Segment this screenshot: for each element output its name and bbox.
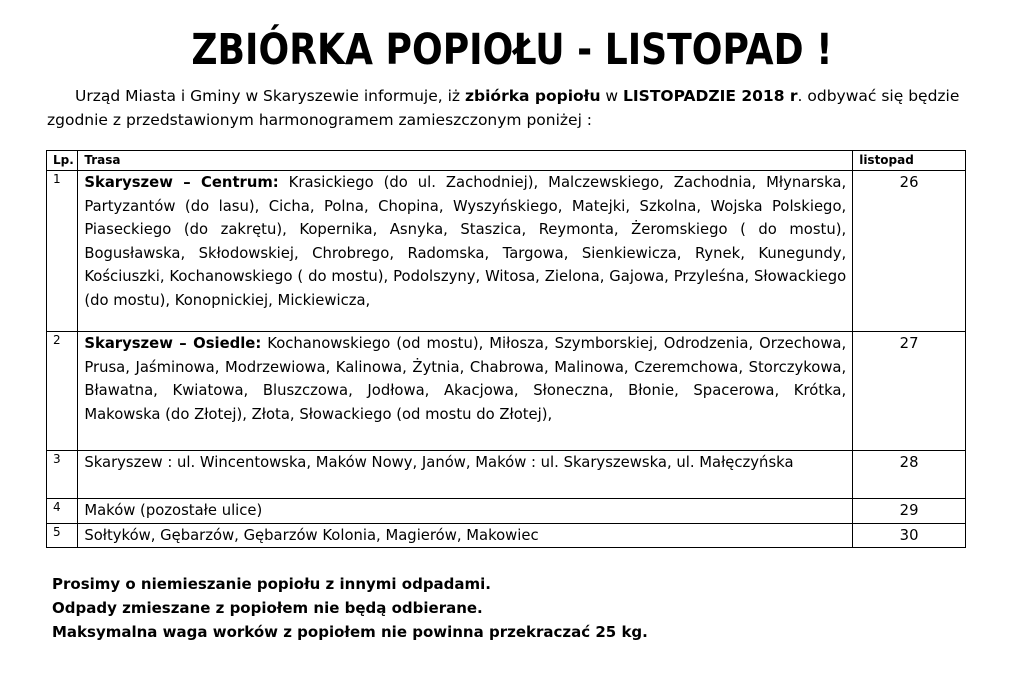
- route-streets: Kochanowskiego (od mostu), Miłosza, Szymborskiej, Odrodzenia, Orzechowa, Prusa, Jaśminowa, Modrzewiowa, Kalinowa, Żytnia, Chabrowa, Malinowa, Czeremchowa, Storczykowa, Bławatna, Kwiatowa, Bluszczowa, Jodłowa, Akacjowa, Słoneczna, Błonie, Spacerowa, Krótka, Makowska (do Złotej), Złota, Słowackiego (od mostu do Złotej),: [84, 335, 847, 423]
- note-line: Maksymalna waga worków z popiołem nie powinna przekraczać 25 kg.: [52, 623, 648, 641]
- collection-day: 26: [853, 171, 966, 332]
- intro-text-2: w: [600, 87, 624, 105]
- header-lp: Lp.: [47, 151, 78, 171]
- schedule-table: [46, 150, 966, 548]
- header-route: Trasa: [78, 151, 853, 171]
- collection-day: 28: [853, 451, 966, 499]
- route-area: Skaryszew – Osiedle:: [84, 335, 262, 352]
- note-line: Prosimy o niemieszanie popiołu z innymi odpadami.: [52, 575, 492, 593]
- intro-text-3: . odbywać się będzie zgodnie z przedstawionym harmonogramem zamieszczonym poniżej :: [47, 87, 960, 129]
- collection-day: 29: [853, 499, 966, 524]
- page-title: ZBIÓRKA POPIOŁU - LISTOPAD !: [191, 25, 833, 75]
- table-row: [47, 523, 966, 548]
- table-row: [47, 451, 966, 499]
- row-number: 5: [47, 523, 78, 548]
- route-streets: Maków (pozostałe ulice): [84, 502, 263, 519]
- route-streets: Sołtyków, Gębarzów, Gębarzów Kolonia, Magierów, Makowiec: [84, 526, 539, 544]
- table-row: [47, 332, 966, 451]
- intro-paragraph: [47, 84, 977, 132]
- note-line: Odpady zmieszane z popiołem nie będą odbierane.: [52, 599, 483, 617]
- intro-text-1: Urząd Miasta i Gminy w Skaryszewie informuje, iż: [75, 87, 465, 105]
- route-cell: [78, 451, 853, 499]
- route-cell: [78, 499, 853, 524]
- row-number: 2: [47, 332, 78, 451]
- route-cell: [78, 332, 853, 451]
- collection-day: 27: [853, 332, 966, 451]
- notes-section: [52, 572, 648, 644]
- row-number: 3: [47, 451, 78, 499]
- route-streets: Krasickiego (do ul. Zachodniej), Malczewskiego, Zachodnia, Młynarska, Partyzantów (do lasu), Cicha, Polna, Chopina, Wyszyńskiego, Matejki, Szkolna, Wojska Polskiego, Piaseckiego (do zakrętu), Kopernika, Asnyka, Staszica, Reymonta, Żeromskiego ( do mostu), Bogusławska, Skłodowskiej, Chrobrego, Radomska, Targowa, Sienkiewicza, Rynek, Kunegundy, Kościuszki, Kochanowskiego ( do mostu), Podolszyny, Witosa, Zielona, Gajowa, Przyleśna, Słowackiego (do mostu), Konopnickiej, Mickiewicza,: [84, 174, 847, 309]
- header-month: listopad: [853, 151, 966, 171]
- route-cell: [78, 171, 853, 332]
- row-number: 1: [47, 171, 78, 332]
- route-cell: [78, 523, 853, 548]
- route-area: Skaryszew – Centrum:: [84, 174, 279, 191]
- table-row: [47, 171, 966, 332]
- table-header-row: [47, 151, 966, 171]
- intro-bold-1: zbiórka popiołu: [465, 87, 601, 105]
- table-row: [47, 499, 966, 524]
- collection-day: 30: [853, 523, 966, 548]
- route-streets: Skaryszew : ul. Wincentowska, Maków Nowy, Janów, Maków : ul. Skaryszewska, ul. Małęczyńska: [84, 454, 794, 471]
- intro-bold-2: LISTOPADZIE 2018 r: [623, 87, 798, 105]
- row-number: 4: [47, 499, 78, 524]
